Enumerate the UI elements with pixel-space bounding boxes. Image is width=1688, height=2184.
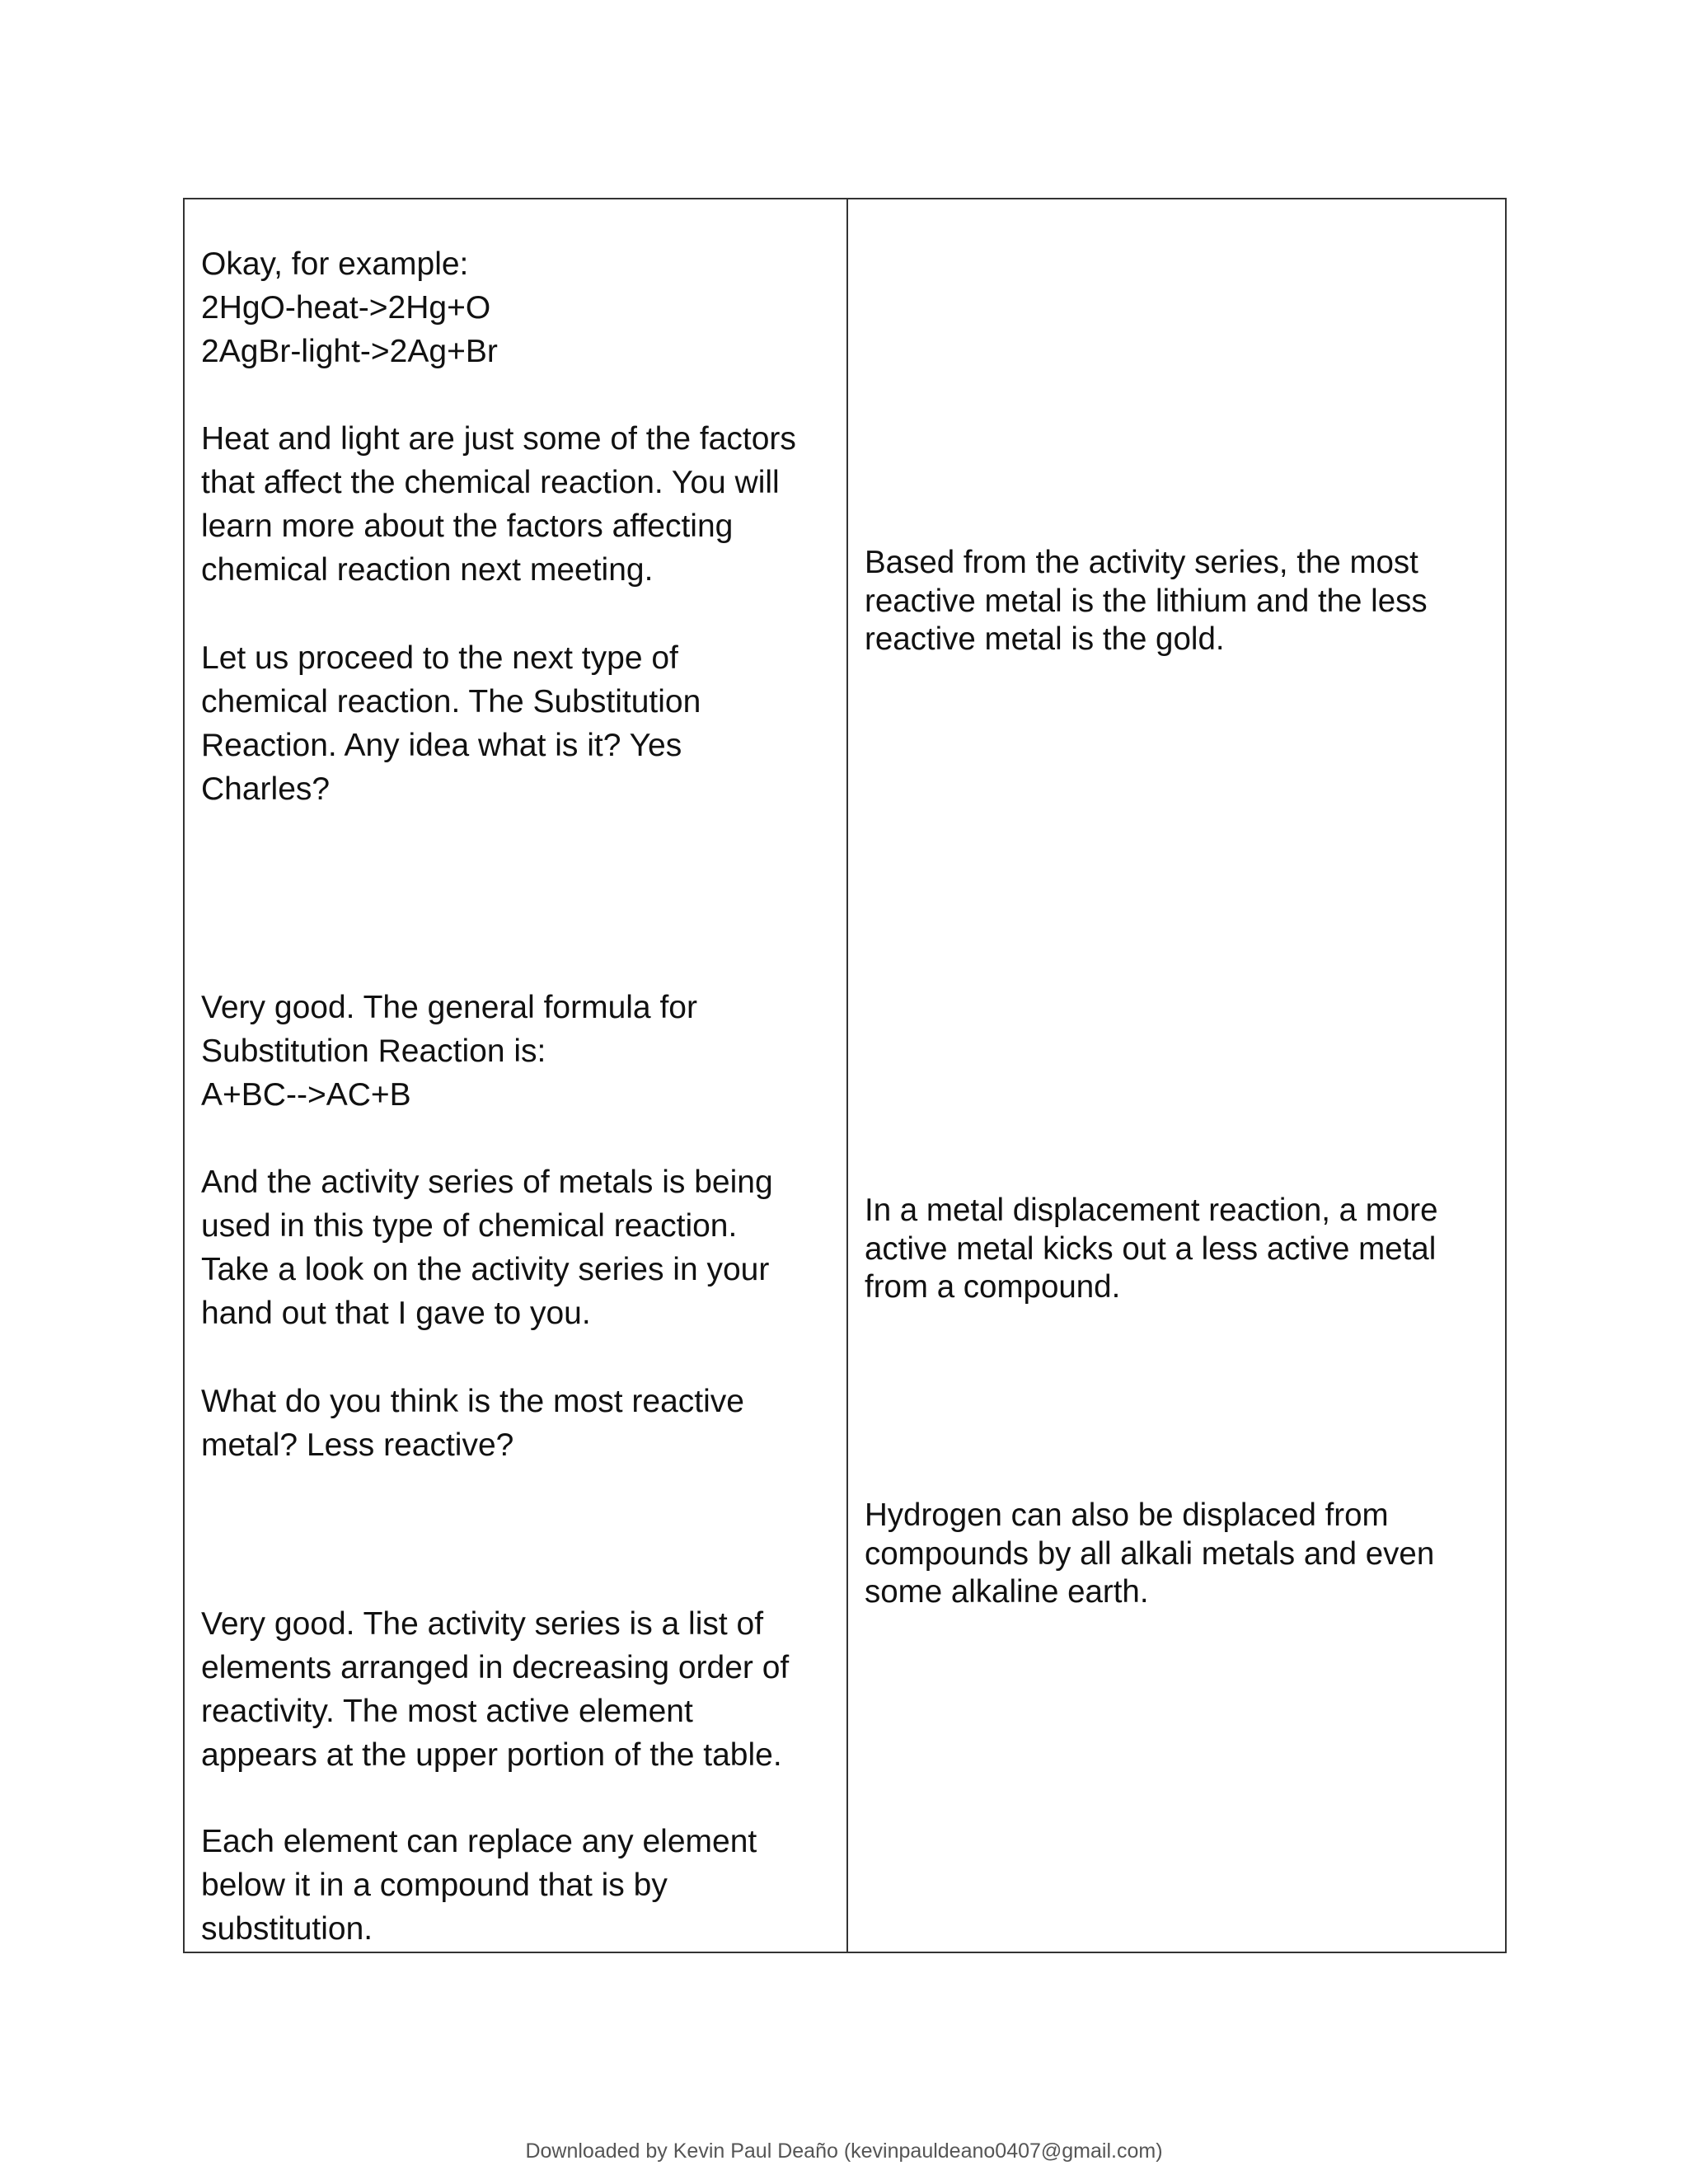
right-block-hydrogen — [865, 1497, 1434, 1612]
text-line: Heat and light are just some of the factors — [201, 421, 796, 457]
text-line: Each element can replace any element — [201, 1824, 757, 1859]
left-block-question — [201, 1380, 744, 1467]
right-block-displacement — [865, 1192, 1437, 1307]
text-line: compounds by all alkali metals and even — [865, 1535, 1435, 1572]
right-block-answer — [865, 544, 1428, 659]
text-line: reactive metal is the lithium and the less — [865, 583, 1428, 619]
text-line: Charles? — [201, 771, 331, 807]
text-line: Very good. The general formula for — [201, 990, 697, 1025]
text-line: Substitution Reaction is: — [201, 1033, 546, 1069]
text-line: 2AgBr-light->2Ag+Br — [201, 334, 498, 369]
text-line: Let us proceed to the next type of — [201, 640, 678, 676]
text-line: some alkaline earth. — [865, 1574, 1149, 1610]
text-line: learn more about the factors affecting — [201, 509, 734, 544]
left-block-factors — [201, 417, 796, 592]
left-block-general-formula — [201, 986, 697, 1117]
text-line: below it in a compound that is by — [201, 1868, 668, 1903]
text-line: reactivity. The most active element — [201, 1694, 693, 1729]
text-line: Reaction. Any idea what is it? Yes — [201, 728, 682, 763]
text-line: A+BC-->AC+B — [201, 1077, 411, 1113]
text-line: reactive metal is the gold. — [865, 621, 1225, 657]
text-line: substitution. — [201, 1911, 373, 1947]
text-line: And the activity series of metals is being — [201, 1165, 773, 1200]
text-line: from a compound. — [865, 1269, 1121, 1305]
text-line: hand out that I gave to you. — [201, 1296, 591, 1331]
text-line: metal? Less reactive? — [201, 1427, 514, 1463]
text-line: elements arranged in decreasing order of — [201, 1650, 790, 1685]
text-line: Very good. The activity series is a list of — [201, 1606, 764, 1642]
text-line: Take a look on the activity series in your — [201, 1252, 770, 1287]
text-line: chemical reaction next meeting. — [201, 552, 654, 588]
text-line: active metal kicks out a less active metal — [865, 1230, 1437, 1267]
text-line: appears at the upper portion of the table. — [201, 1737, 782, 1773]
lesson-table — [183, 198, 1507, 1953]
text-line: used in this type of chemical reaction. — [201, 1208, 738, 1244]
text-line: Okay, for example: — [201, 246, 469, 282]
text-line: Based from the activity series, the most — [865, 545, 1418, 580]
left-block-example — [201, 242, 498, 373]
text-line: What do you think is the most reactive — [201, 1384, 744, 1419]
left-block-activity-series — [201, 1160, 773, 1335]
text-line: Hydrogen can also be displaced from — [865, 1497, 1389, 1533]
column-divider — [846, 199, 848, 1952]
text-line: 2HgO-heat->2Hg+O — [201, 290, 491, 326]
text-line: that affect the chemical reaction. You will — [201, 465, 780, 500]
text-line: chemical reaction. The Substitution — [201, 684, 701, 719]
left-block-definition — [201, 1602, 789, 1777]
left-block-substitution-intro — [201, 636, 701, 811]
text-line: In a metal displacement reaction, a more — [865, 1193, 1438, 1228]
download-footer: Downloaded by Kevin Paul Deaño (kevinpauldeano0407@gmail.com) — [525, 2139, 1163, 2163]
left-block-replacement — [201, 1820, 757, 1951]
